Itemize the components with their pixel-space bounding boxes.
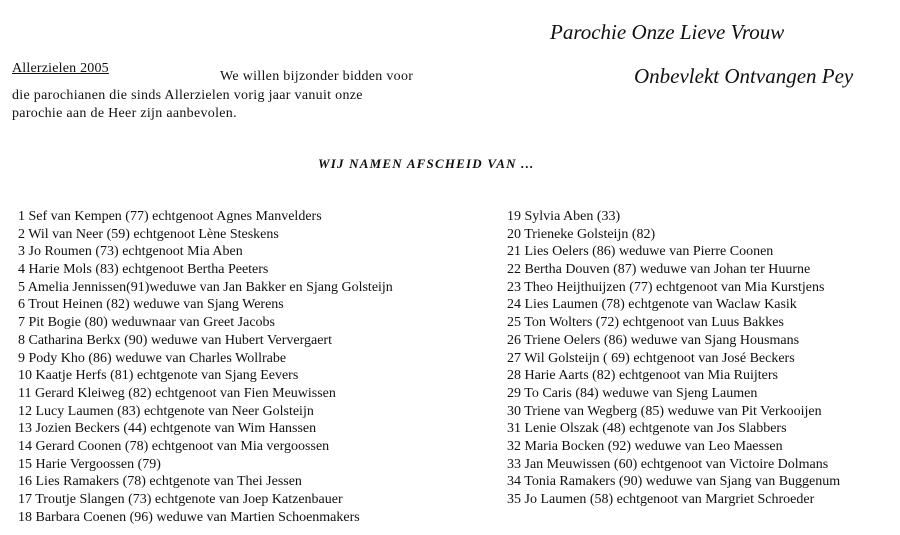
deceased-entry: 30 Triene van Wegberg (85) weduwe van Pit Verkooijen [507,403,822,419]
parish-name-line1: Parochie Onze Lieve Vrouw [550,20,785,44]
deceased-entry: 32 Maria Bocken (92) weduwe van Leo Maessen [507,438,783,454]
deceased-entry: 33 Jan Meuwissen (60) echtgenoot van Victoire Dolmans [507,456,829,472]
deceased-entry: 6 Trout Heinen (82) weduwe van Sjang Werens [18,297,284,313]
deceased-entry: 19 Sylvia Aben (33) [507,209,621,224]
deceased-entry: 10 Kaatje Herfs (81) echtgenote van Sjang Eevers [18,368,299,384]
deceased-entry: 5 Amelia Jennissen(91)weduwe van Jan Bakker en Sjang Golsteijn [18,279,393,295]
deceased-entry: 28 Harie Aarts (82) echtgenoot van Mia Ruijters [507,368,778,384]
event-title: Allerzielen 2005 [12,61,109,76]
deceased-entry: 9 Pody Kho (86) weduwe van Charles Wollrabe [18,350,287,366]
deceased-entry: 16 Lies Ramakers (78) echtgenote van Thei Jessen [18,474,302,490]
deceased-entry: 11 Gerard Kleiweg (82) echtgenoot van Fien Meuwissen [18,385,336,401]
deceased-entry: 23 Theo Heijthuijzen (77) echtgenoot van Mia Kurstjens [507,279,825,295]
intro-line-3: parochie aan de Heer zijn aanbevolen. [12,106,237,121]
deceased-entry: 4 Harie Mols (83) echtgenoot Bertha Peeters [18,262,269,278]
intro-line-1: We willen bijzonder bidden voor [220,69,414,84]
deceased-entry: 1 Sef van Kempen (77) echtgenoot Agnes Manvelders [18,209,322,224]
parish-name-line2: Onbevlekt Ontvangen Pey [634,64,854,88]
deceased-entry: 3 Jo Roumen (73) echtgenoot Mia Aben [18,244,243,260]
deceased-entry: 24 Lies Laumen (78) echtgenote van Waclaw Kasik [507,297,797,313]
deceased-list-left [18,208,393,526]
deceased-entry: 25 Ton Wolters (72) echtgenoot van Luus Bakkes [507,315,784,331]
deceased-entry: 35 Jo Laumen (58) echtgenoot van Margriet Schroeder [507,492,815,507]
deceased-list-right [507,208,840,509]
deceased-entry: 13 Jozien Beckers (44) echtgenote van Wim Hanssen [18,421,317,437]
section-heading: WIJ NAMEN AFSCHEID VAN ... [318,156,535,171]
deceased-entry: 17 Troutje Slangen (73) echtgenote van Joep Katzenbauer [18,492,343,507]
deceased-entry: 31 Lenie Olszak (48) echtgenote van Jos Slabbers [507,421,787,437]
deceased-entry: 34 Tonia Ramakers (90) weduwe van Sjang van Buggenum [507,474,841,490]
deceased-entry: 26 Triene Oelers (86) weduwe van Sjang Housmans [507,332,800,348]
deceased-entry: 12 Lucy Laumen (83) echtgenote van Neer Golsteijn [18,403,314,419]
deceased-entry: 21 Lies Oelers (86) weduwe van Pierre Coonen [507,244,774,260]
deceased-entry: 15 Harie Vergoossen (79) [18,456,161,472]
deceased-entry: 22 Bertha Douven (87) weduwe van Johan ter Huurne [507,262,811,278]
deceased-entry: 7 Pit Bogie (80) weduwnaar van Greet Jacobs [18,315,275,331]
deceased-entry: 8 Catharina Berkx (90) weduwe van Hubert Ververgaert [18,332,332,348]
deceased-entry: 2 Wil van Neer (59) echtgenoot Lène Steskens [18,226,279,242]
deceased-entry: 18 Barbara Coenen (96) weduwe van Martien Schoenmakers [18,509,360,525]
deceased-entry: 14 Gerard Coonen (78) echtgenoot van Mia vergoossen [18,438,330,454]
intro-line-2: die parochianen die sinds Allerzielen vorig jaar vanuit onze [12,88,363,103]
deceased-entry: 20 Trieneke Golsteijn (82) [507,226,656,242]
deceased-entry: 27 Wil Golsteijn ( 69) echtgenoot van José Beckers [507,350,795,366]
deceased-entry: 29 To Caris (84) weduwe van Sjeng Laumen [507,385,758,401]
